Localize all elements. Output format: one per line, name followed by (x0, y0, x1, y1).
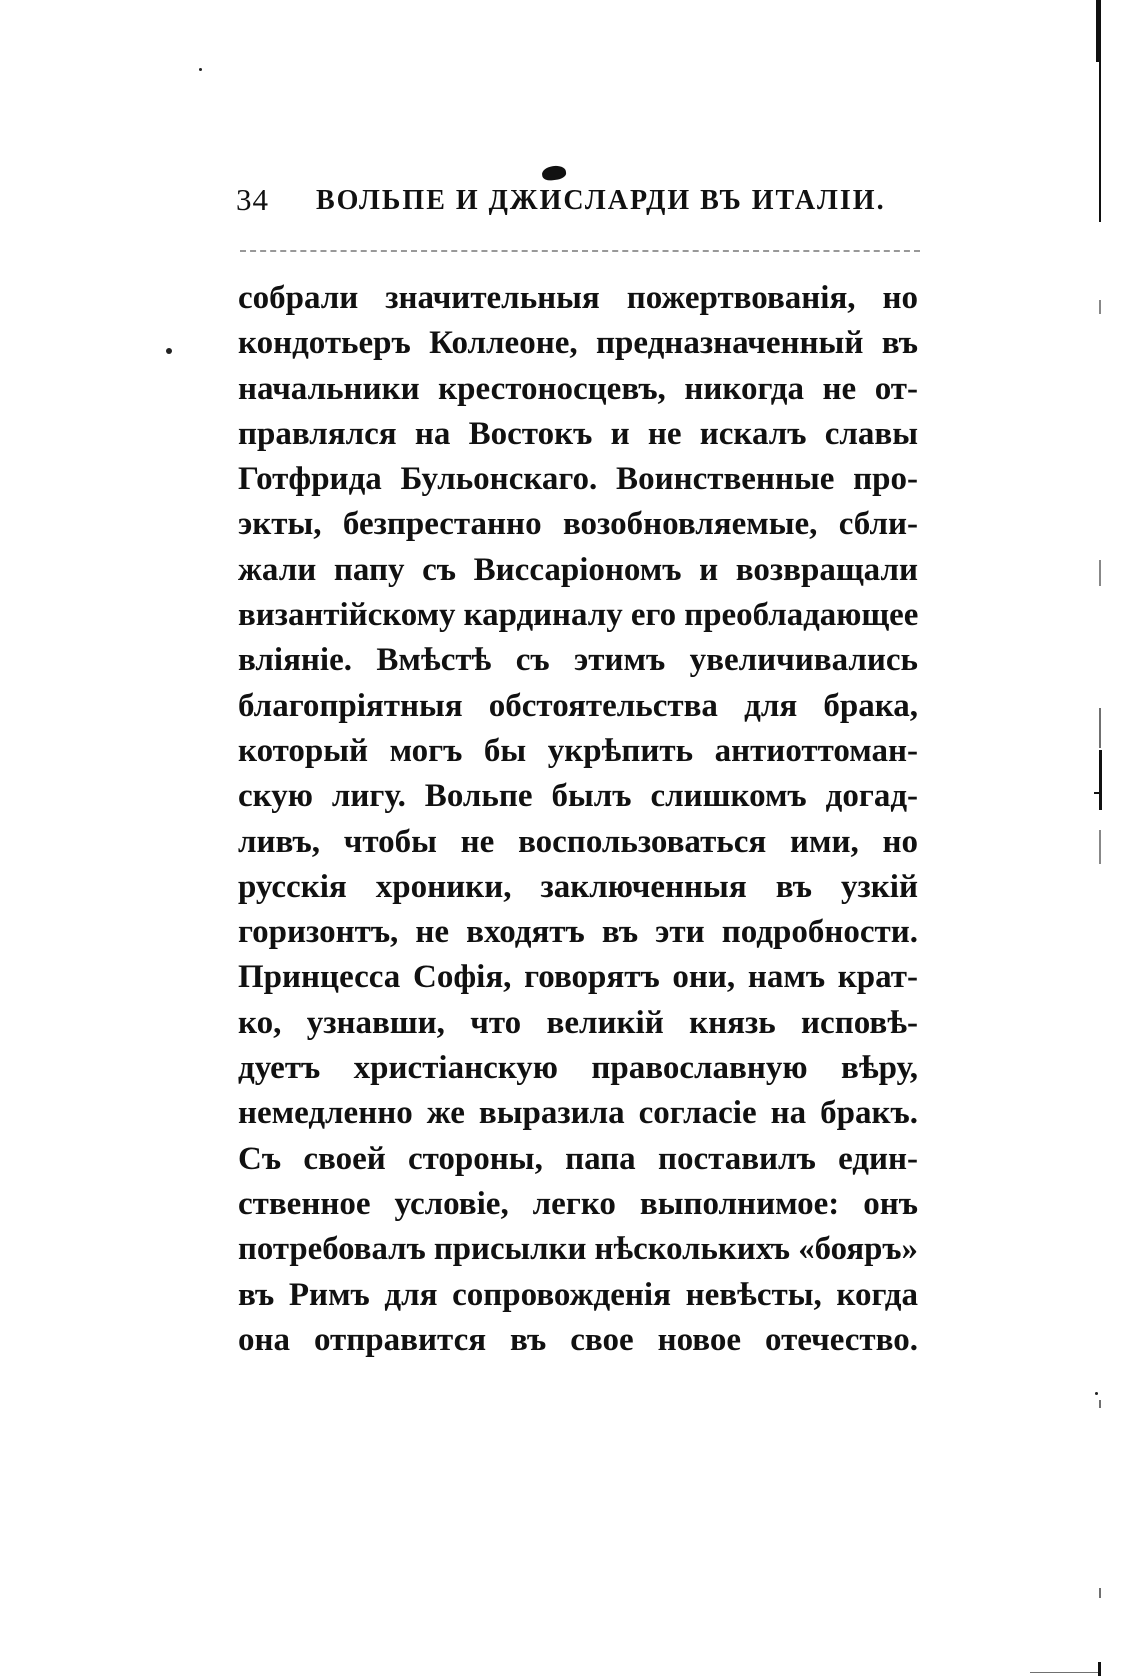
scan-edge-mark (1098, 1662, 1101, 1676)
ink-blot (541, 164, 567, 181)
text-line: начальники крестоносцевъ, никогда не от- (238, 370, 918, 407)
page-number: 34 (236, 182, 269, 217)
scan-speck (199, 68, 202, 71)
text-line: жали папу съ Виссаріономъ и возвращали (238, 551, 918, 588)
text-line: русскія хроники, заключенныя въ узкій (238, 868, 918, 905)
text-line: собрали значительныя пожертвованія, но (238, 280, 918, 316)
text-line: Съ своей стороны, папа поставилъ един- (238, 1140, 918, 1177)
scan-edge-mark (1096, 0, 1101, 62)
scan-edge-mark (1099, 300, 1101, 314)
text-line: потребовалъ присылки нѣсколькихъ «бояръ» (238, 1231, 918, 1268)
text-line: византійскому кардиналу его преобладающее (238, 597, 919, 634)
text-line: экты, безпрестанно возобновляемые, сбли- (238, 506, 918, 543)
scan-speck (166, 348, 172, 354)
text-line: благопріятныя обстоятельства для брака, (238, 687, 918, 724)
scan-edge-mark (1099, 62, 1101, 222)
text-line: ко, узнавши, что великій князь исповѣ- (238, 1004, 918, 1041)
text-line: скую лигу. Вольпе былъ слишкомъ догад- (238, 778, 918, 815)
scan-speck (1095, 1392, 1098, 1395)
text-line: который могъ бы укрѣпить антиоттоман- (238, 732, 918, 769)
scan-edge-mark (1099, 830, 1101, 864)
running-title: ВОЛЬПЕ И ДЖИСЛАРДИ ВЪ ИТАЛІИ. (316, 185, 886, 216)
header-rule (240, 250, 920, 252)
body-text (238, 276, 918, 1363)
text-line: немедленно же выразила согласіе на бракъ. (238, 1095, 918, 1132)
text-line: горизонтъ, не входятъ въ эти подробности. (238, 914, 918, 951)
text-line: въ Римъ для сопровожденія невѣсты, когда (238, 1276, 918, 1313)
scan-edge-mark (1099, 560, 1101, 586)
scan-edge-mark (1030, 1672, 1098, 1673)
text-line: она отправится въ свое новое отечество. (238, 1321, 918, 1358)
text-line: кондотьеръ Коллеоне, предназначенный въ (238, 325, 918, 362)
scan-edge-mark (1099, 750, 1102, 810)
scan-edge-mark (1099, 1588, 1101, 1598)
running-header (236, 182, 918, 226)
text-line: Готфрида Бульонскаго. Воинственные про- (238, 461, 918, 498)
text-line: ливъ, чтобы не воспользоваться ими, но (238, 823, 918, 860)
text-line: дуетъ христіанскую православную вѣру, (238, 1050, 918, 1087)
scan-edge-mark (1099, 1400, 1101, 1408)
text-line: правлялся на Востокъ и не искалъ славы (238, 415, 918, 452)
scan-edge-mark (1099, 708, 1101, 748)
text-line: ственное условіе, легко выполнимое: онъ (238, 1185, 918, 1222)
text-line: Принцесса Софія, говорятъ они, намъ крат- (238, 959, 918, 996)
scan-edge-mark (1094, 792, 1102, 794)
text-line: вліяніе. Вмѣстѣ съ этимъ увеличивались (238, 642, 918, 679)
